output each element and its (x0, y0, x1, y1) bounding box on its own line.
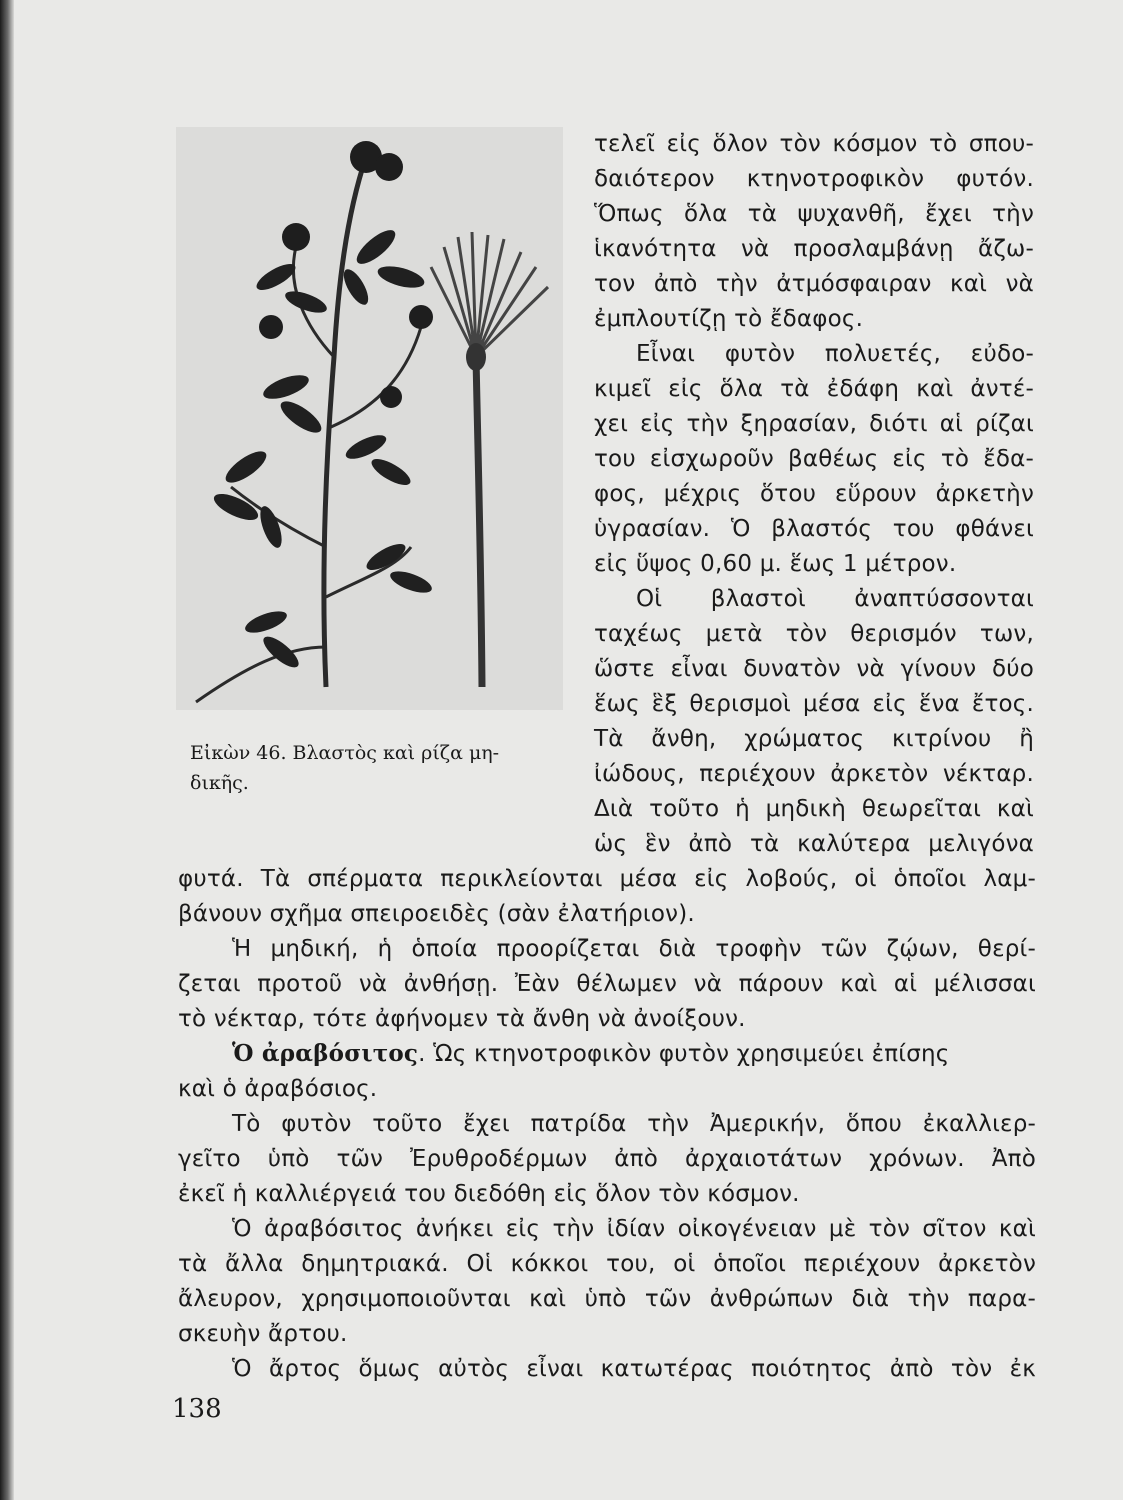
text-line: βάνουν σχῆμα σπειροειδὲς (σὰν ἐλατήριον). (178, 901, 695, 927)
text-line: ὥστε εἶναι δυνατὸν νὰ γίνουν δύο (594, 656, 1034, 682)
text-line: Οἱ βλαστοὶ ἀναπτύσσονται (636, 586, 1034, 612)
text-line: Ὁ ἄρτος ὅμως αὐτὸς εἶναι κατωτέρας ποιότητος ἀπὸ τὸν ἐκ (232, 1356, 1036, 1382)
text-line: χει εἰς τὴν ξηρασίαν, διότι αἱ ρίζαι (594, 411, 1034, 437)
text-line: Τὸ φυτὸν τοῦτο ἔχει πατρίδα τὴν Ἀμερικήν, ὅπου ἐκαλλιερ- (232, 1111, 1036, 1137)
text-line: ζεται προτοῦ νὰ ἀνθήσῃ. Ἐὰν θέλωμεν νὰ πάρουν καὶ αἱ μέλισσαι (178, 971, 1036, 997)
text-line: Διὰ τοῦτο ἡ μηδικὴ θεωρεῖται καὶ (594, 796, 1034, 822)
text-line: ἕως ἓξ θερισμοὶ μέσα εἰς ἕνα ἔτος. (594, 691, 1034, 717)
text-line: φυτά. Τὰ σπέρματα περικλείονται μέσα εἰς λοβούς, οἱ ὁποῖοι λαμ- (178, 866, 1036, 892)
text-line: δαιότερον κτηνοτροφικὸν φυτόν. (594, 166, 1034, 192)
text-line: Εἶναι φυτὸν πολυετές, εὐδο- (636, 341, 1034, 367)
text-line: ἱκανότητα νὰ προσλαμβάνῃ ἄζω- (594, 236, 1034, 262)
text-line: κιμεῖ εἰς ὅλα τὰ ἐδάφη καὶ ἀντέ- (594, 376, 1034, 402)
text-line: γεῖτο ὑπὸ τῶν Ἐρυθροδέρμων ἀπὸ ἀρχαιοτάτων χρόνων. Ἀπὸ (178, 1146, 1036, 1172)
text-line: τελεῖ εἰς ὅλον τὸν κόσμον τὸ σπου- (594, 131, 1034, 157)
text-line: του εἰσχωροῦν βαθέως εἰς τὸ ἔδα- (594, 446, 1034, 472)
text-line: τον ἀπὸ τὴν ἀτμόσφαιραν καὶ νὰ (594, 271, 1034, 297)
text-line: φος, μέχρις ὅτου εὕρουν ἀρκετὴν (594, 481, 1034, 507)
text-line: Τὰ ἄνθη, χρώματος κιτρίνου ἢ (594, 726, 1034, 752)
text-line: ἐμπλουτίζῃ τὸ ἔδαφος. (594, 306, 864, 332)
caption-line-1: Εἰκὼν 46. Βλαστὸς καὶ ρίζα μη- (190, 742, 500, 764)
text-line: ὡς ἓν ἀπὸ τὰ καλύτερα μελιγόνα (594, 831, 1034, 857)
text-line: ὑγρασίαν. Ὁ βλαστός του φθάνει (594, 516, 1034, 542)
text-line: ἄλευρον, χρησιμοποιοῦνται καὶ ὑπὸ τῶν ἀνθρώπων διὰ τὴν παρα- (178, 1286, 1036, 1312)
page-binding-edge (0, 0, 14, 1500)
figure-caption (190, 738, 570, 798)
alfalfa-plant-drawing (176, 127, 563, 710)
text-line: Ὅπως ὅλα τὰ ψυχανθῆ, ἔχει τὴν (594, 201, 1034, 227)
section-heading-line (232, 1038, 1036, 1070)
text-line: Ἡ μηδική, ἡ ὁποία προορίζεται διὰ τροφὴν τῶν ζῴων, θερί- (232, 936, 1036, 962)
text-line: καὶ ὁ ἀραβόσιος. (178, 1076, 378, 1102)
text-line: σκευὴν ἄρτου. (178, 1321, 348, 1347)
text-span: . Ὡς κτηνοτροφικὸν φυτὸν χρησιμεύει ἐπίσης (418, 1041, 950, 1067)
text-line: ἐκεῖ ἡ καλλιέργειά του διεδόθη εἰς ὅλον τὸν κόσμον. (178, 1181, 800, 1207)
plant-illustration (176, 127, 563, 710)
caption-line-2: δικῆς. (190, 772, 249, 794)
page-number: 138 (172, 1394, 222, 1424)
text-line: ταχέως μετὰ τὸν θερισμόν των, (594, 621, 1034, 647)
text-line: τὰ ἄλλα δημητριακά. Οἱ κόκκοι του, οἱ ὁποῖοι περιέχουν ἀρκετὸν (178, 1251, 1036, 1277)
section-heading: Ὁ ἀραβόσιτος (232, 1040, 419, 1067)
text-line: τὸ νέκταρ, τότε ἀφήνομεν τὰ ἄνθη νὰ ἀνοίξουν. (178, 1006, 746, 1032)
text-line: εἰς ὕψος 0,60 μ. ἕως 1 μέτρον. (594, 551, 957, 577)
text-line: Ὁ ἀραβόσιτος ἀνήκει εἰς τὴν ἰδίαν οἰκογένειαν μὲ τὸν σῖτον καὶ (232, 1216, 1036, 1242)
text-line: ἰώδους, περιέχουν ἀρκετὸν νέκταρ. (594, 761, 1034, 787)
